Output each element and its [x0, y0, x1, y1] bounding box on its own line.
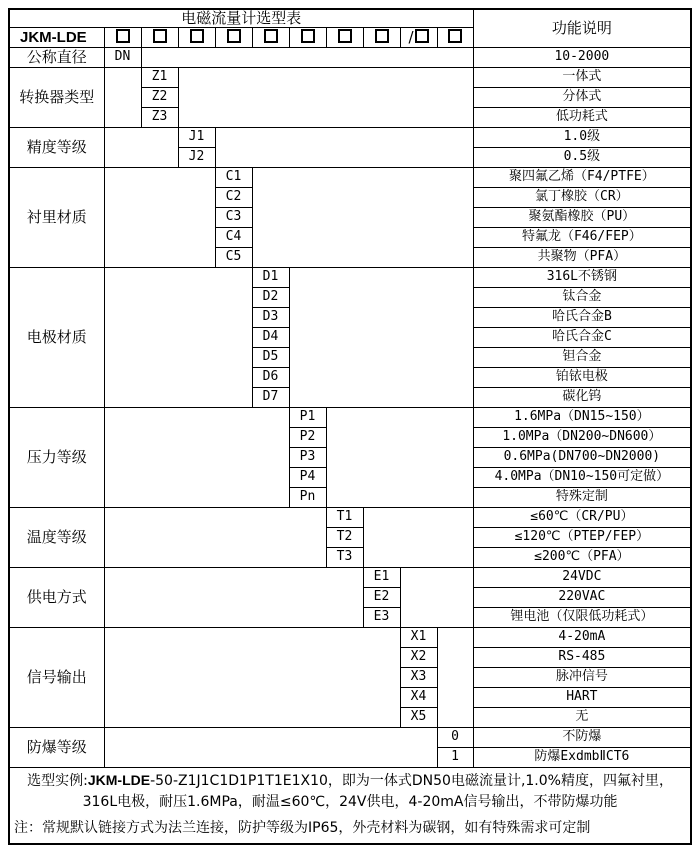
model-code-slot-7[interactable] [326, 28, 363, 48]
option-description: 聚四氟乙烯（F4/PTFE） [473, 168, 691, 188]
model-code-slot-10[interactable] [437, 28, 473, 48]
filler-left [104, 68, 141, 128]
option-code: E1 [363, 568, 400, 588]
option-description: 聚氨酯橡胶（PU） [473, 208, 691, 228]
option-description: 4-20mA [473, 628, 691, 648]
option-code: X5 [400, 708, 437, 728]
option-description: 分体式 [473, 88, 691, 108]
category-label: 防爆等级 [9, 728, 104, 768]
option-code: D7 [252, 388, 289, 408]
option-description: 防爆ExdmbⅡCT6 [473, 748, 691, 768]
option-description: 4.0MPa（DN10~150可定做） [473, 468, 691, 488]
option-code: X3 [400, 668, 437, 688]
example-label: 选型实例: [27, 773, 88, 790]
selection-example [9, 768, 691, 816]
option-code: D1 [252, 268, 289, 288]
option-description: 24VDC [473, 568, 691, 588]
option-row [9, 408, 691, 428]
option-code: Z2 [141, 88, 178, 108]
filler-left [104, 128, 178, 168]
option-code: Z3 [141, 108, 178, 128]
checkbox-icon[interactable] [227, 29, 241, 43]
option-description: ≤200℃（PFA） [473, 548, 691, 568]
model-code-slot-3[interactable] [178, 28, 215, 48]
option-code: T2 [326, 528, 363, 548]
option-description: 1.0级 [473, 128, 691, 148]
option-description: 1.0MPa（DN200~DN600） [473, 428, 691, 448]
model-prefix: JKM-LDE [9, 28, 104, 48]
option-row [9, 568, 691, 588]
example-model: JKM-LDE [87, 772, 151, 789]
slash-separator: / [408, 28, 414, 47]
checkbox-icon[interactable] [190, 29, 204, 43]
option-code: D5 [252, 348, 289, 368]
option-code: Z1 [141, 68, 178, 88]
model-code-slot-6[interactable] [289, 28, 326, 48]
option-description: 脉冲信号 [473, 668, 691, 688]
option-code: J2 [178, 148, 215, 168]
model-code-slot-9[interactable] [400, 28, 437, 48]
filler-left [104, 728, 437, 768]
filler-left [104, 168, 215, 268]
option-row [9, 268, 691, 288]
option-code: P3 [289, 448, 326, 468]
option-description: 特氟龙（F46/FEP） [473, 228, 691, 248]
checkbox-icon[interactable] [116, 29, 130, 43]
option-description: RS-485 [473, 648, 691, 668]
option-code: E3 [363, 608, 400, 628]
filler-left [104, 568, 363, 628]
filler-right [252, 168, 473, 268]
note-row [9, 815, 691, 844]
filler-right [363, 508, 473, 568]
option-code: Pn [289, 488, 326, 508]
filler-left [104, 508, 326, 568]
option-code: 1 [437, 748, 473, 768]
model-code-slot-2[interactable] [141, 28, 178, 48]
option-code: P2 [289, 428, 326, 448]
page-title: 电磁流量计选型表 [9, 9, 473, 28]
option-code: C5 [215, 248, 252, 268]
checkbox-icon[interactable] [338, 29, 352, 43]
filler-left [104, 408, 289, 508]
model-code-slot-4[interactable] [215, 28, 252, 48]
option-row [9, 728, 691, 748]
option-description: 钽合金 [473, 348, 691, 368]
model-code-slot-8[interactable] [363, 28, 400, 48]
option-description: ≤60℃（CR/PU） [473, 508, 691, 528]
note-text: 注：常规默认链接方式为法兰连接，防护等级为IP65，外壳材料为碳钢，如有特殊需求可定制 [9, 815, 691, 844]
category-label: 精度等级 [9, 128, 104, 168]
category-label: 温度等级 [9, 508, 104, 568]
category-label: 转换器类型 [9, 68, 104, 128]
option-row [9, 628, 691, 648]
filler-right [289, 268, 473, 408]
option-code: P1 [289, 408, 326, 428]
option-description: 0.5级 [473, 148, 691, 168]
filler-right [141, 48, 473, 68]
option-code: X2 [400, 648, 437, 668]
option-code: D2 [252, 288, 289, 308]
checkbox-icon[interactable] [264, 29, 278, 43]
option-description: 不防爆 [473, 728, 691, 748]
option-code: C2 [215, 188, 252, 208]
title-row [9, 9, 691, 28]
option-description: 无 [473, 708, 691, 728]
filler-right [326, 408, 473, 508]
option-description: ≤120℃（PTEP/FEP） [473, 528, 691, 548]
option-description: 0.6MPa(DN700~DN2000) [473, 448, 691, 468]
option-description: 钛合金 [473, 288, 691, 308]
option-row [9, 128, 691, 148]
option-description: 铂铱电极 [473, 368, 691, 388]
option-code: C3 [215, 208, 252, 228]
filler-right [178, 68, 473, 128]
checkbox-icon[interactable] [448, 29, 462, 43]
option-code: D4 [252, 328, 289, 348]
option-description: 10-2000 [473, 48, 691, 68]
category-label: 公称直径 [9, 48, 104, 68]
option-description: 特殊定制 [473, 488, 691, 508]
option-code: T1 [326, 508, 363, 528]
example-rest: -50-Z1J1C1D1P1T1E1X10，即为一体式DN50电磁流量计,1.0%精度，四氟衬里，316L电极，耐压1.6MPa，耐温≤60℃，24V供电，4-20mA信号输出，不带防爆功能 [82, 773, 673, 811]
option-description: 氯丁橡胶（CR） [473, 188, 691, 208]
filler-right [437, 628, 473, 728]
option-description: 低功耗式 [473, 108, 691, 128]
option-row [9, 508, 691, 528]
option-description: 一体式 [473, 68, 691, 88]
selection-table [8, 8, 692, 845]
option-description: 220VAC [473, 588, 691, 608]
checkbox-icon[interactable] [153, 29, 167, 43]
filler-left [104, 268, 252, 408]
filler-left [104, 628, 400, 728]
option-code: C4 [215, 228, 252, 248]
category-label: 信号输出 [9, 628, 104, 728]
option-code: T3 [326, 548, 363, 568]
option-code: P4 [289, 468, 326, 488]
category-label: 供电方式 [9, 568, 104, 628]
checkbox-icon[interactable] [375, 29, 389, 43]
function-header: 功能说明 [473, 9, 691, 48]
category-label: 衬里材质 [9, 168, 104, 268]
option-description: 哈氏合金B [473, 308, 691, 328]
model-code-slot-1[interactable] [104, 28, 141, 48]
option-row [9, 168, 691, 188]
model-code-slot-5[interactable] [252, 28, 289, 48]
filler-right [400, 568, 473, 628]
option-description: 碳化钨 [473, 388, 691, 408]
option-row [9, 68, 691, 88]
checkbox-icon[interactable] [415, 29, 429, 43]
option-description: 共聚物（PFA） [473, 248, 691, 268]
option-description: 哈氏合金C [473, 328, 691, 348]
option-code: C1 [215, 168, 252, 188]
filler-right [215, 128, 473, 168]
option-code: J1 [178, 128, 215, 148]
checkbox-icon[interactable] [301, 29, 315, 43]
category-label: 电极材质 [9, 268, 104, 408]
option-code: DN [104, 48, 141, 68]
option-code: D6 [252, 368, 289, 388]
option-description: 锂电池（仅限低功耗式） [473, 608, 691, 628]
option-code: E2 [363, 588, 400, 608]
option-code: D3 [252, 308, 289, 328]
option-code: 0 [437, 728, 473, 748]
example-row [9, 768, 691, 816]
option-description: 1.6MPa（DN15~150） [473, 408, 691, 428]
option-description: HART [473, 688, 691, 708]
option-code: X4 [400, 688, 437, 708]
option-code: X1 [400, 628, 437, 648]
category-label: 压力等级 [9, 408, 104, 508]
option-row [9, 48, 691, 68]
option-description: 316L不锈钢 [473, 268, 691, 288]
